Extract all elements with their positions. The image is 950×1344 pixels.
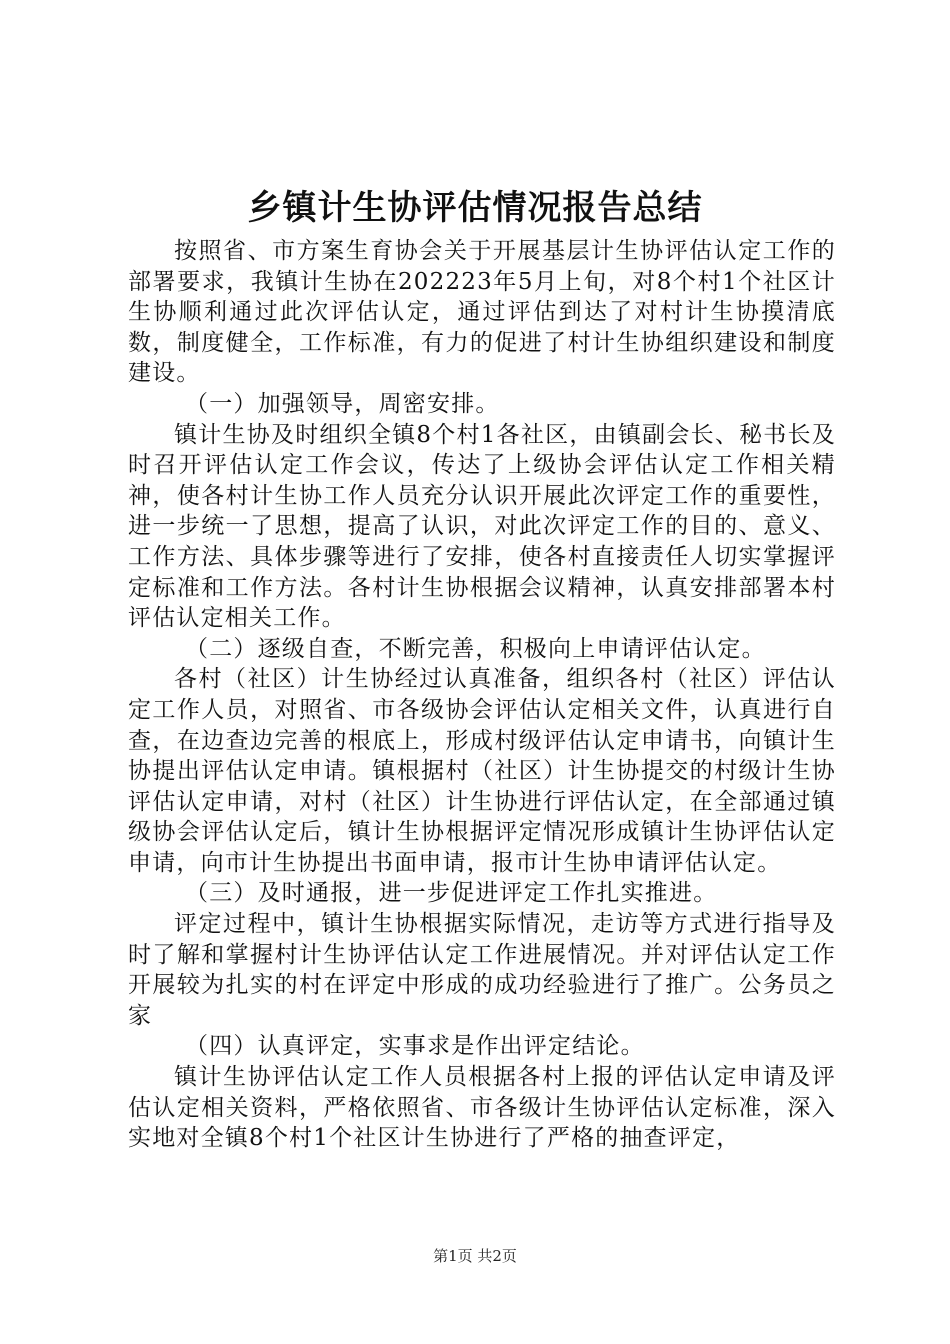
paragraph-section-1: 镇计生协及时组织全镇8个村1各社区，由镇副会长、秘书长及时召开评估认定工作会议，传达了上级协会评估认定工作相关精神，使各村计生协工作人员充分认识开展此次评定工作的重要性，进一步统一了思想，提高了认识，对此次评定工作的目的、意义、工作方法、具体步骤等进行了安排，使各村直接责任人切实掌握评定标准和工作方法。各村计生协根据会议精神，认真安排部署本村评估认定相关工作。	[128, 421, 836, 632]
document-body	[128, 236, 836, 1154]
section-heading-3: （三）及时通报，进一步促进评定工作扎实推进。	[185, 880, 718, 907]
section-heading-4: （四）认真评定，实事求是作出评定结论。	[185, 1033, 645, 1060]
paragraph-section-4: 镇计生协评估认定工作人员根据各村上报的评估认定申请及评估认定相关资料，严格依照省、市各级计生协评估认定标准，深入实地对全镇8个村1个社区计生协进行了严格的抽查评定，	[128, 1064, 836, 1152]
section-heading-2: （二）逐级自查，不断完善，积极向上申请评估认定。	[185, 635, 766, 662]
paragraph-section-3: 评定过程中，镇计生协根据实际情况，走访等方式进行指导及时了解和掌握村计生协评估认定工作进展情况。并对评估认定工作开展较为扎实的村在评定中形成的成功经验进行了推广。公务员之家	[128, 911, 836, 1029]
paragraph-section-2: 各村（社区）计生协经过认真准备，组织各村（社区）评估认定工作人员，对照省、市各级协会评估认定相关文件，认真进行自查，在边查边完善的根底上，形成村级评估认定申请书，向镇计生协提出评估认定申请。镇根据村（社区）计生协提交的村级计生协评估认定申请，对村（社区）计生协进行评估认定，在全部通过镇级协会评估认定后，镇计生协根据评定情况形成镇计生协评估认定申请，向市计生协提出书面申请，报市计生协申请评估认定。	[128, 666, 836, 876]
paragraph-intro: 按照省、市方案生育协会关于开展基层计生协评估认定工作的部署要求，我镇计生协在202223年5月上旬，对8个村1个社区计生协顺利通过此次评估认定，通过评估到达了对村计生协摸清底数，制度健全，工作标准，有力的促进了村计生协组织建设和制度建设。	[128, 238, 836, 387]
page-number-footer: 第1页 共2页	[433, 1247, 517, 1265]
document-title: 乡镇计生协评估情况报告总结	[247, 188, 703, 228]
section-heading-1: （一）加强领导，周密安排。	[185, 390, 500, 417]
